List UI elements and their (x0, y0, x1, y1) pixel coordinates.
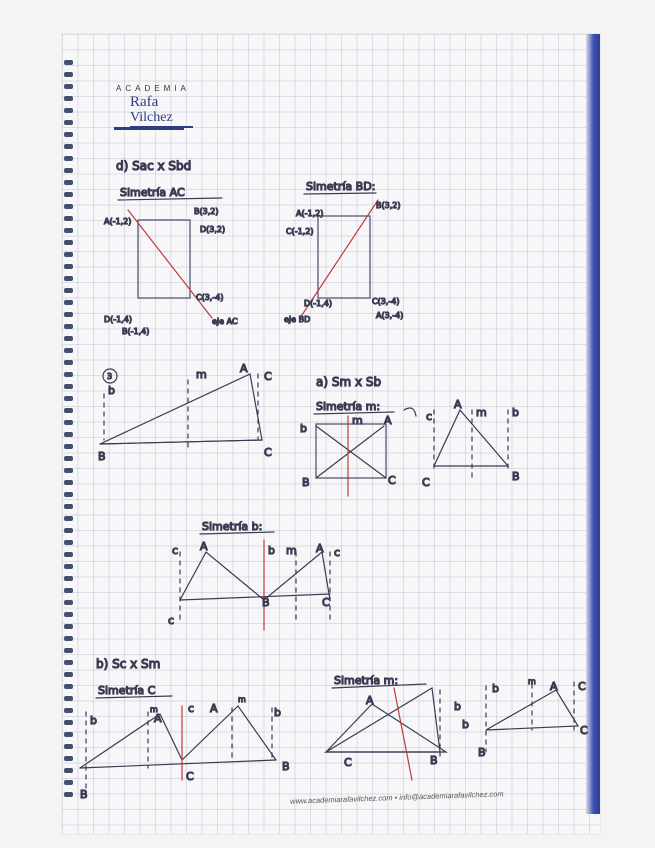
label-ac-a: A(-1,2) (104, 217, 132, 226)
label-main-bigc: C (264, 446, 272, 459)
label-bd-b: B(3,2) (376, 201, 401, 210)
sub-b-result-label-bigc: C (580, 724, 588, 737)
sub-b-result-label-b: b (492, 682, 499, 695)
sub-a-label-b: b (300, 422, 307, 435)
sub-b-sym-m-label-b: b (454, 700, 461, 713)
section-3-number: 3 (107, 372, 113, 381)
sub-a-result-label-c: c (426, 410, 433, 423)
logo-name-first: Rafa (130, 94, 159, 110)
sub-a-result-label-a: A (454, 398, 462, 411)
label-main-a: A (240, 362, 248, 375)
sub-b-label-a2: A (210, 702, 218, 715)
sub-b-heading: b) Sc x Sm (96, 657, 161, 671)
sym-b-label-b: b (268, 544, 275, 557)
sub-b-label-a: A (154, 712, 162, 725)
label-ac-d: D(3,2) (200, 225, 226, 234)
sub-a-label-c: C (388, 474, 396, 487)
sym-b-label-a2: A (316, 542, 324, 555)
sub-a-label-a: A (384, 414, 392, 427)
sym-b-triangles (180, 552, 330, 600)
sym-b-label-c: c (172, 544, 179, 557)
sub-b-label-bigb2: B (80, 788, 88, 801)
sub-b-sym-m-label-c: C (344, 756, 352, 769)
sub-b-sym-c-title: Simetría C (98, 684, 156, 697)
label-bd-c2: C(3,-4) (372, 297, 400, 306)
label-main-m: m (196, 368, 207, 381)
sym-b-label-bigc: C (322, 596, 330, 609)
label-ac-c: C(3,-4) (196, 293, 224, 302)
sym-ac-title: Simetría AC (120, 186, 185, 199)
sub-a-heading: a) Sm x Sb (316, 375, 382, 389)
label-ac-b: B(3,2) (194, 207, 219, 216)
sub-a-sym-m-title: Simetría m: (316, 400, 381, 413)
logo-academy: ACADEMIA (116, 84, 190, 93)
footer-contact: www.academiarafavilchez.com • info@academiarafavilchez.com (289, 789, 504, 806)
sub-b-sym-m-label-b2: b (462, 718, 469, 731)
sub-b-triangles (80, 706, 276, 768)
sub-a-result-label-m: m (476, 406, 487, 419)
sub-b-base (80, 760, 276, 768)
sub-b-label-b: b (90, 714, 97, 727)
sym-bd-title: Simetría BD: (306, 180, 376, 193)
sym-b-title: Simetría b: (202, 520, 263, 533)
triangle-main-base (100, 440, 262, 444)
sub-b-result-label-a: A (550, 680, 558, 693)
sub-b-sym-m-label-bigb: B (430, 754, 438, 767)
sub-a-result-label-bigc: C (422, 476, 430, 489)
sym-b-label-m: m (286, 544, 297, 557)
sym-b-label-a: A (200, 540, 208, 553)
sub-b-label-b2: b (274, 706, 281, 719)
label-bd-a2: A(3,-4) (376, 311, 404, 320)
sym-b-label-c2: c (334, 546, 341, 559)
sym-b-label-bigb: B (262, 596, 270, 609)
label-bd-axis: eje BD (284, 315, 311, 324)
sub-a-label-bigb: B (302, 476, 310, 489)
sub-b-sym-m-label-a: A (366, 694, 374, 707)
rect-ac (138, 220, 190, 298)
sub-b-result-label-bigb: B (478, 746, 486, 759)
label-bd-c: C(-1,2) (286, 227, 314, 236)
sub-b-label-bigc: C (186, 770, 194, 783)
label-main-b: b (108, 384, 115, 397)
logo-name-last: Vilchez (130, 110, 193, 128)
label-main-bigb: B (98, 450, 106, 463)
section-d-heading: d) Sac x Sbd (116, 159, 192, 173)
sub-b-label-bigb: B (282, 760, 290, 773)
sub-b-label-m: m (150, 705, 158, 714)
sub-b-sym-m-triangle-1 (326, 704, 446, 752)
sym-b-label-c3: c (168, 614, 175, 627)
rect-bd (318, 216, 370, 298)
sub-b-sym-m-title: Simetría m: (334, 674, 399, 687)
label-main-c: C (264, 370, 272, 383)
label-ac-axis: eje AC (212, 317, 238, 326)
sub-b-label-c: c (188, 702, 195, 715)
label-ac-d2: D(-1,4) (104, 315, 133, 324)
sub-a-label-m: m (352, 414, 363, 427)
sub-b-sym-m-triangle-2 (326, 688, 440, 752)
label-bd-a: A(-1,2) (296, 209, 324, 218)
label-ac-b2: B(-1,4) (122, 327, 150, 336)
sym-b-base (180, 594, 330, 600)
sub-b-result-label-m: m (528, 677, 536, 686)
sub-b-label-m2: m (238, 695, 246, 704)
sub-a-result-label-b: b (512, 406, 519, 419)
label-bd-d: D(-1,4) (304, 299, 333, 308)
sym-bd-underline (304, 193, 376, 194)
triangle-main (100, 374, 262, 444)
sub-a-result-triangle (434, 410, 508, 466)
sub-a-result-label-bigb: B (512, 470, 520, 483)
sub-a-arrow (404, 408, 416, 416)
sub-b-result-label-c: C (578, 680, 586, 693)
